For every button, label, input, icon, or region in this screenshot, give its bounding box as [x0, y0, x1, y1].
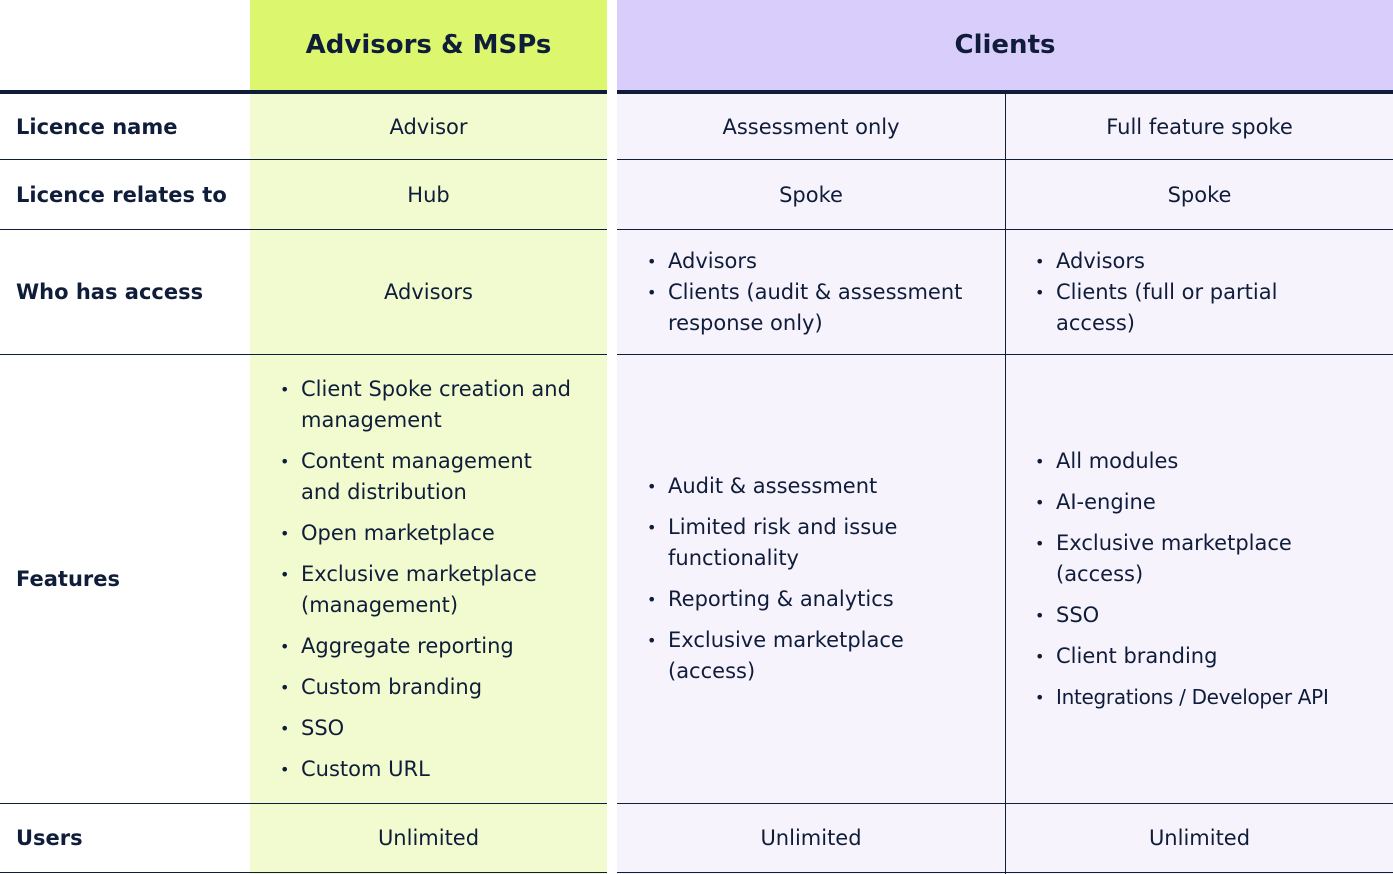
list-item: • Clients (full or partial access) [1032, 277, 1332, 339]
list-item: • Client Spoke creation and management [277, 374, 577, 436]
assessment-features-cell [644, 471, 924, 687]
advisor-access: Advisors [384, 280, 473, 304]
list-item: • Advisors [644, 246, 999, 277]
list-item: • Reporting & analytics [644, 584, 924, 615]
list-item: • Open marketplace [277, 518, 577, 549]
row-label-features: Features [16, 567, 120, 591]
list-item: • Advisors [1032, 246, 1332, 277]
assessment-relates-to: Spoke [779, 182, 843, 207]
full-features-list [1032, 446, 1390, 713]
list-item: • Custom branding [277, 672, 577, 703]
list-item: • Exclusive marketplace (management) [277, 559, 577, 621]
list-item: • Custom URL [277, 754, 577, 785]
row-label-licence-name: Licence name [16, 114, 178, 139]
full-features-cell [1032, 446, 1390, 713]
advisor-users: Unlimited [377, 826, 480, 850]
advisors-header-title: Advisors & MSPs [305, 30, 552, 60]
list-item: • AI-engine [1032, 487, 1390, 518]
list-item: • Clients (audit & assessment response only) [644, 277, 999, 339]
assessment-features-list [644, 471, 924, 687]
row-label-users: Users [16, 826, 83, 850]
row-divider [0, 872, 607, 873]
row-label-who-has-access: Who has access [16, 280, 204, 304]
advisor-features-cell [277, 374, 577, 785]
list-item: • Client branding [1032, 641, 1390, 672]
list-item: • Limited risk and issue functionality [644, 512, 924, 574]
list-item: • All modules [1032, 446, 1390, 477]
row-label-licence-relates-to: Licence relates to [16, 182, 227, 207]
list-item: • Integrations / Developer API [1032, 682, 1390, 713]
assessment-users: Unlimited [760, 826, 862, 850]
list-item: • SSO [1032, 600, 1390, 631]
list-item: • Exclusive marketplace (access) [644, 625, 924, 687]
full-licence-name: Full feature spoke [1106, 114, 1293, 139]
full-users: Unlimited [1148, 826, 1251, 850]
list-item: • Exclusive marketplace (access) [1032, 528, 1296, 590]
list-item: • Audit & assessment [644, 471, 924, 502]
advisor-licence-name: Advisor [389, 114, 468, 139]
advisor-features-list [277, 374, 577, 785]
full-access-list [1032, 246, 1332, 339]
advisor-relates-to: Hub [407, 182, 450, 207]
assessment-access-cell [644, 246, 999, 339]
full-relates-to: Spoke [1167, 182, 1232, 207]
list-item: • Aggregate reporting [277, 631, 577, 662]
list-item: • Content management and distribution [277, 446, 577, 508]
full-access-cell [1032, 246, 1332, 339]
assessment-licence-name: Assessment only [722, 114, 900, 139]
assessment-access-list [644, 246, 999, 339]
list-item: • SSO [277, 713, 577, 744]
clients-header-title: Clients [954, 30, 1056, 60]
